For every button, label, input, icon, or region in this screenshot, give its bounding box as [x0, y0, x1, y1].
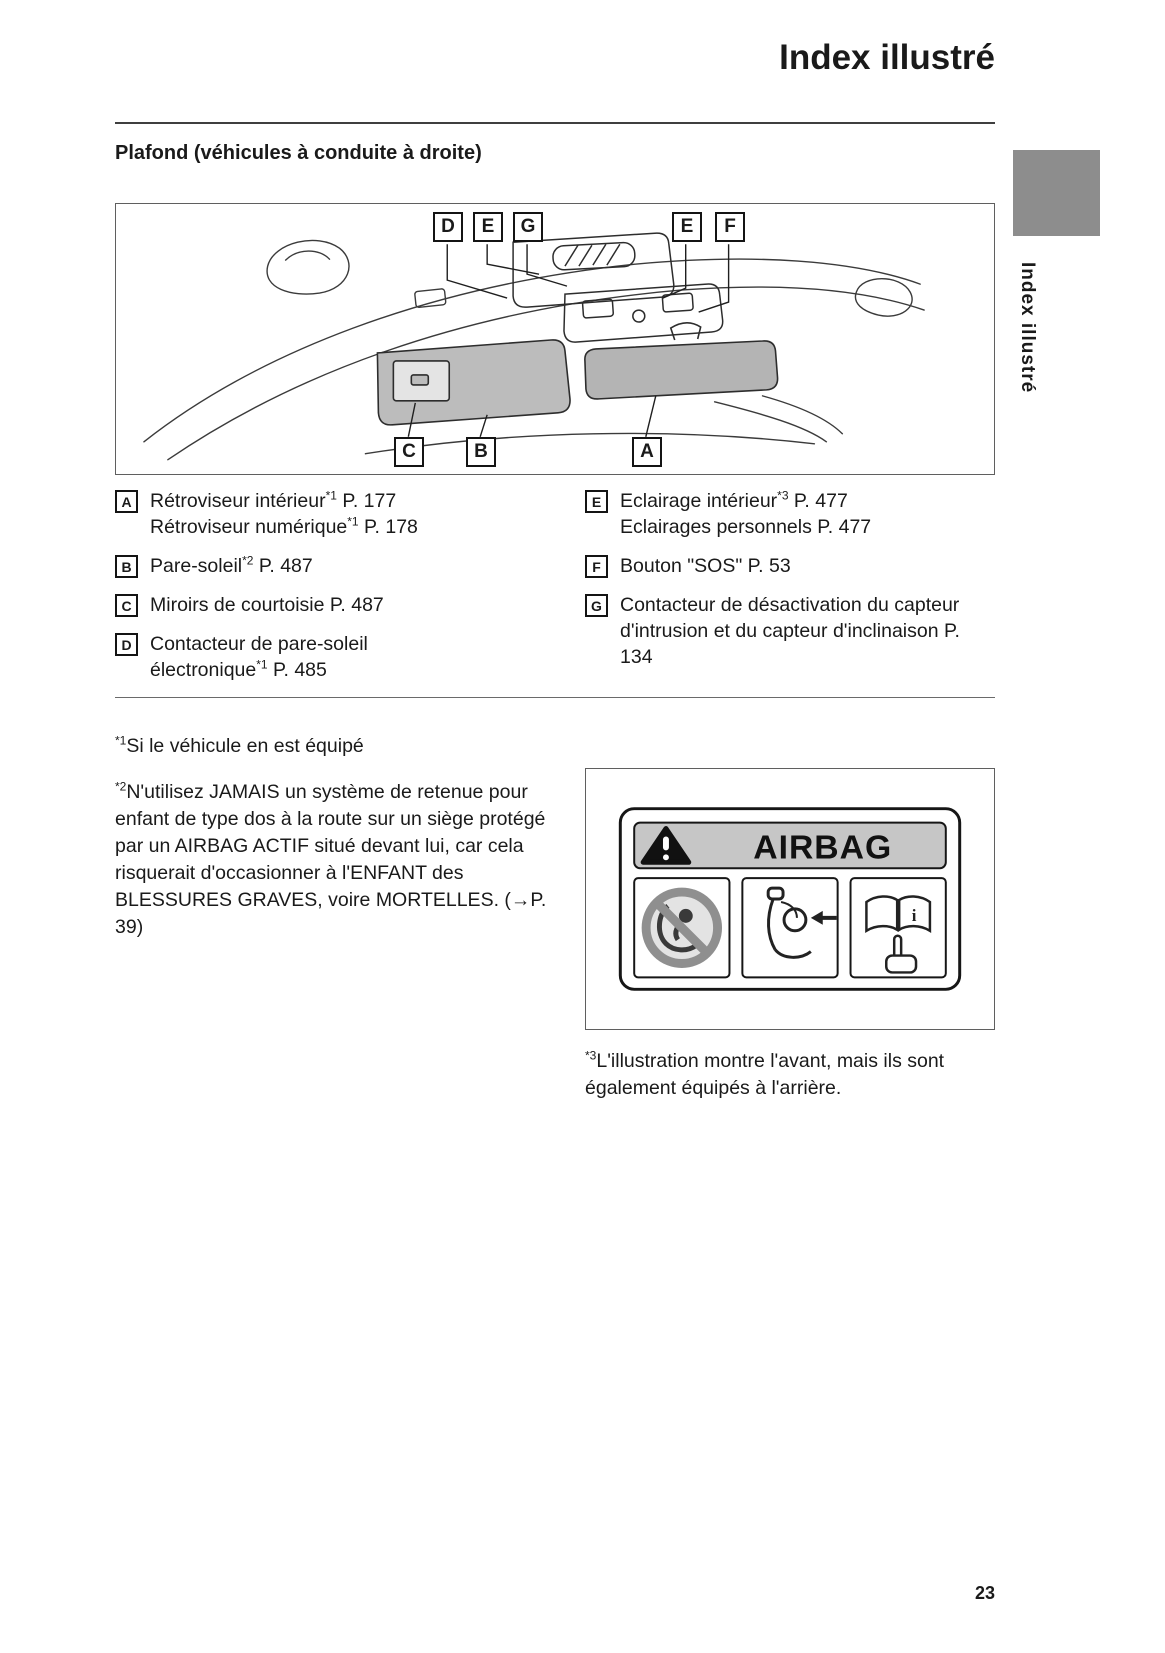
legend-line — [620, 514, 871, 540]
diagram-callout-b: B — [466, 437, 496, 467]
entry-text: Miroirs de courtoisie P. 487 — [150, 594, 384, 616]
legend-line — [150, 514, 418, 540]
legend-line — [620, 553, 791, 579]
diagram-callout-c: C — [394, 437, 424, 467]
legend-line — [620, 488, 871, 514]
footnote-marker: *3 — [585, 1048, 597, 1063]
airbag-label-title: AIRBAG — [753, 828, 893, 867]
page-number: 23 — [974, 1583, 995, 1603]
legend-entry-e — [585, 488, 995, 540]
legend-key-f: F — [585, 555, 608, 578]
footnote-ref: *1 — [347, 514, 359, 529]
footnote-marker: *2 — [115, 779, 127, 794]
title-divider — [115, 122, 995, 124]
entry-text: Contacteur de désactivation du capteur d'intrusion et du capteur d'inclinaison P. 134 — [620, 594, 960, 668]
footnote-2 — [115, 779, 570, 941]
entry-page-ref: P. 178 — [358, 516, 418, 538]
footnote-marker: *1 — [115, 733, 127, 748]
sun-visor-shape — [377, 340, 570, 425]
legend-right-column — [585, 488, 995, 683]
section-divider — [115, 697, 995, 698]
entry-text: Rétroviseur intérieur — [150, 490, 326, 512]
footnote-1 — [115, 733, 585, 760]
legend-key-e: E — [585, 490, 608, 513]
footnote-ref: *1 — [325, 488, 337, 503]
footnote-text: N'utilisez JAMAIS un système de retenue pour enfant de type dos à la route sur un siège protégé par un AIRBAG ACTIF situé devant lui, car cela risquerait d'occasionner à l'ENFANT des BLESSURES GRAVES, voire MORTELLES. (→P. 39) — [115, 781, 547, 938]
diagram-callout-d: D — [433, 212, 463, 242]
footnote-text: Si le véhicule en est équipé — [126, 735, 364, 757]
legend-entry-a — [115, 488, 580, 540]
legend-line — [150, 592, 384, 618]
entry-page-ref: P. 487 — [253, 555, 313, 577]
diagram-callout-e: E — [473, 212, 503, 242]
diagram-callout-a: A — [632, 437, 662, 467]
legend-entry-d — [115, 631, 580, 683]
diagram-callout-f: F — [715, 212, 745, 242]
legend-key-a: A — [115, 490, 138, 513]
legend-line — [620, 592, 960, 670]
page-title: Index illustré — [779, 38, 995, 77]
entry-text: Pare-soleil — [150, 555, 243, 577]
footnote-ref: *3 — [777, 488, 789, 503]
legend-line — [150, 488, 418, 514]
legend-key-b: B — [115, 555, 138, 578]
legend-entry-f — [585, 553, 995, 579]
entry-text: Contacteur de pare-soleil électronique — [150, 633, 368, 681]
entry-page-ref: P. 477 — [788, 490, 848, 512]
footnote-ref: *2 — [242, 553, 254, 568]
ceiling-illustration — [116, 204, 994, 474]
footnote-3 — [585, 1048, 1005, 1102]
entry-page-ref: P. 177 — [336, 490, 397, 512]
legend-key-d: D — [115, 633, 138, 656]
entry-text: Rétroviseur numérique — [150, 516, 348, 538]
diagram-callout-g: G — [513, 212, 543, 242]
section-heading: Plafond (véhicules à conduite à droite) — [115, 142, 482, 164]
legend-key-g: G — [585, 594, 608, 617]
chapter-tab — [1013, 150, 1100, 236]
footnote-text: L'illustration montre l'avant, mais ils sont également équipés à l'arrière. — [585, 1050, 945, 1099]
entry-text: Eclairages personnels P. 477 — [620, 516, 872, 538]
diagram-callout-e2: E — [672, 212, 702, 242]
legend-entry-g — [585, 592, 995, 670]
legend-line — [150, 553, 313, 579]
legend-key-c: C — [115, 594, 138, 617]
legend-left-column — [115, 488, 580, 696]
book-info-glyph: i — [911, 905, 917, 925]
chapter-tab-label: Index illustré — [1017, 262, 1038, 394]
entry-text: Eclairage intérieur — [620, 490, 778, 512]
legend-entry-c — [115, 592, 580, 618]
no-rear-facing-child-seat-icon — [646, 892, 717, 963]
legend-entry-b — [115, 553, 580, 579]
legend-line — [150, 631, 480, 683]
footnote-ref: *1 — [256, 657, 268, 672]
ceiling-diagram — [115, 203, 995, 475]
airbag-warning-label — [586, 769, 994, 1029]
overhead-console-shape — [513, 233, 723, 342]
entry-page-ref: P. 485 — [267, 659, 327, 681]
entry-text: Bouton "SOS" P. 53 — [620, 555, 791, 577]
airbag-warning-figure — [585, 768, 995, 1030]
